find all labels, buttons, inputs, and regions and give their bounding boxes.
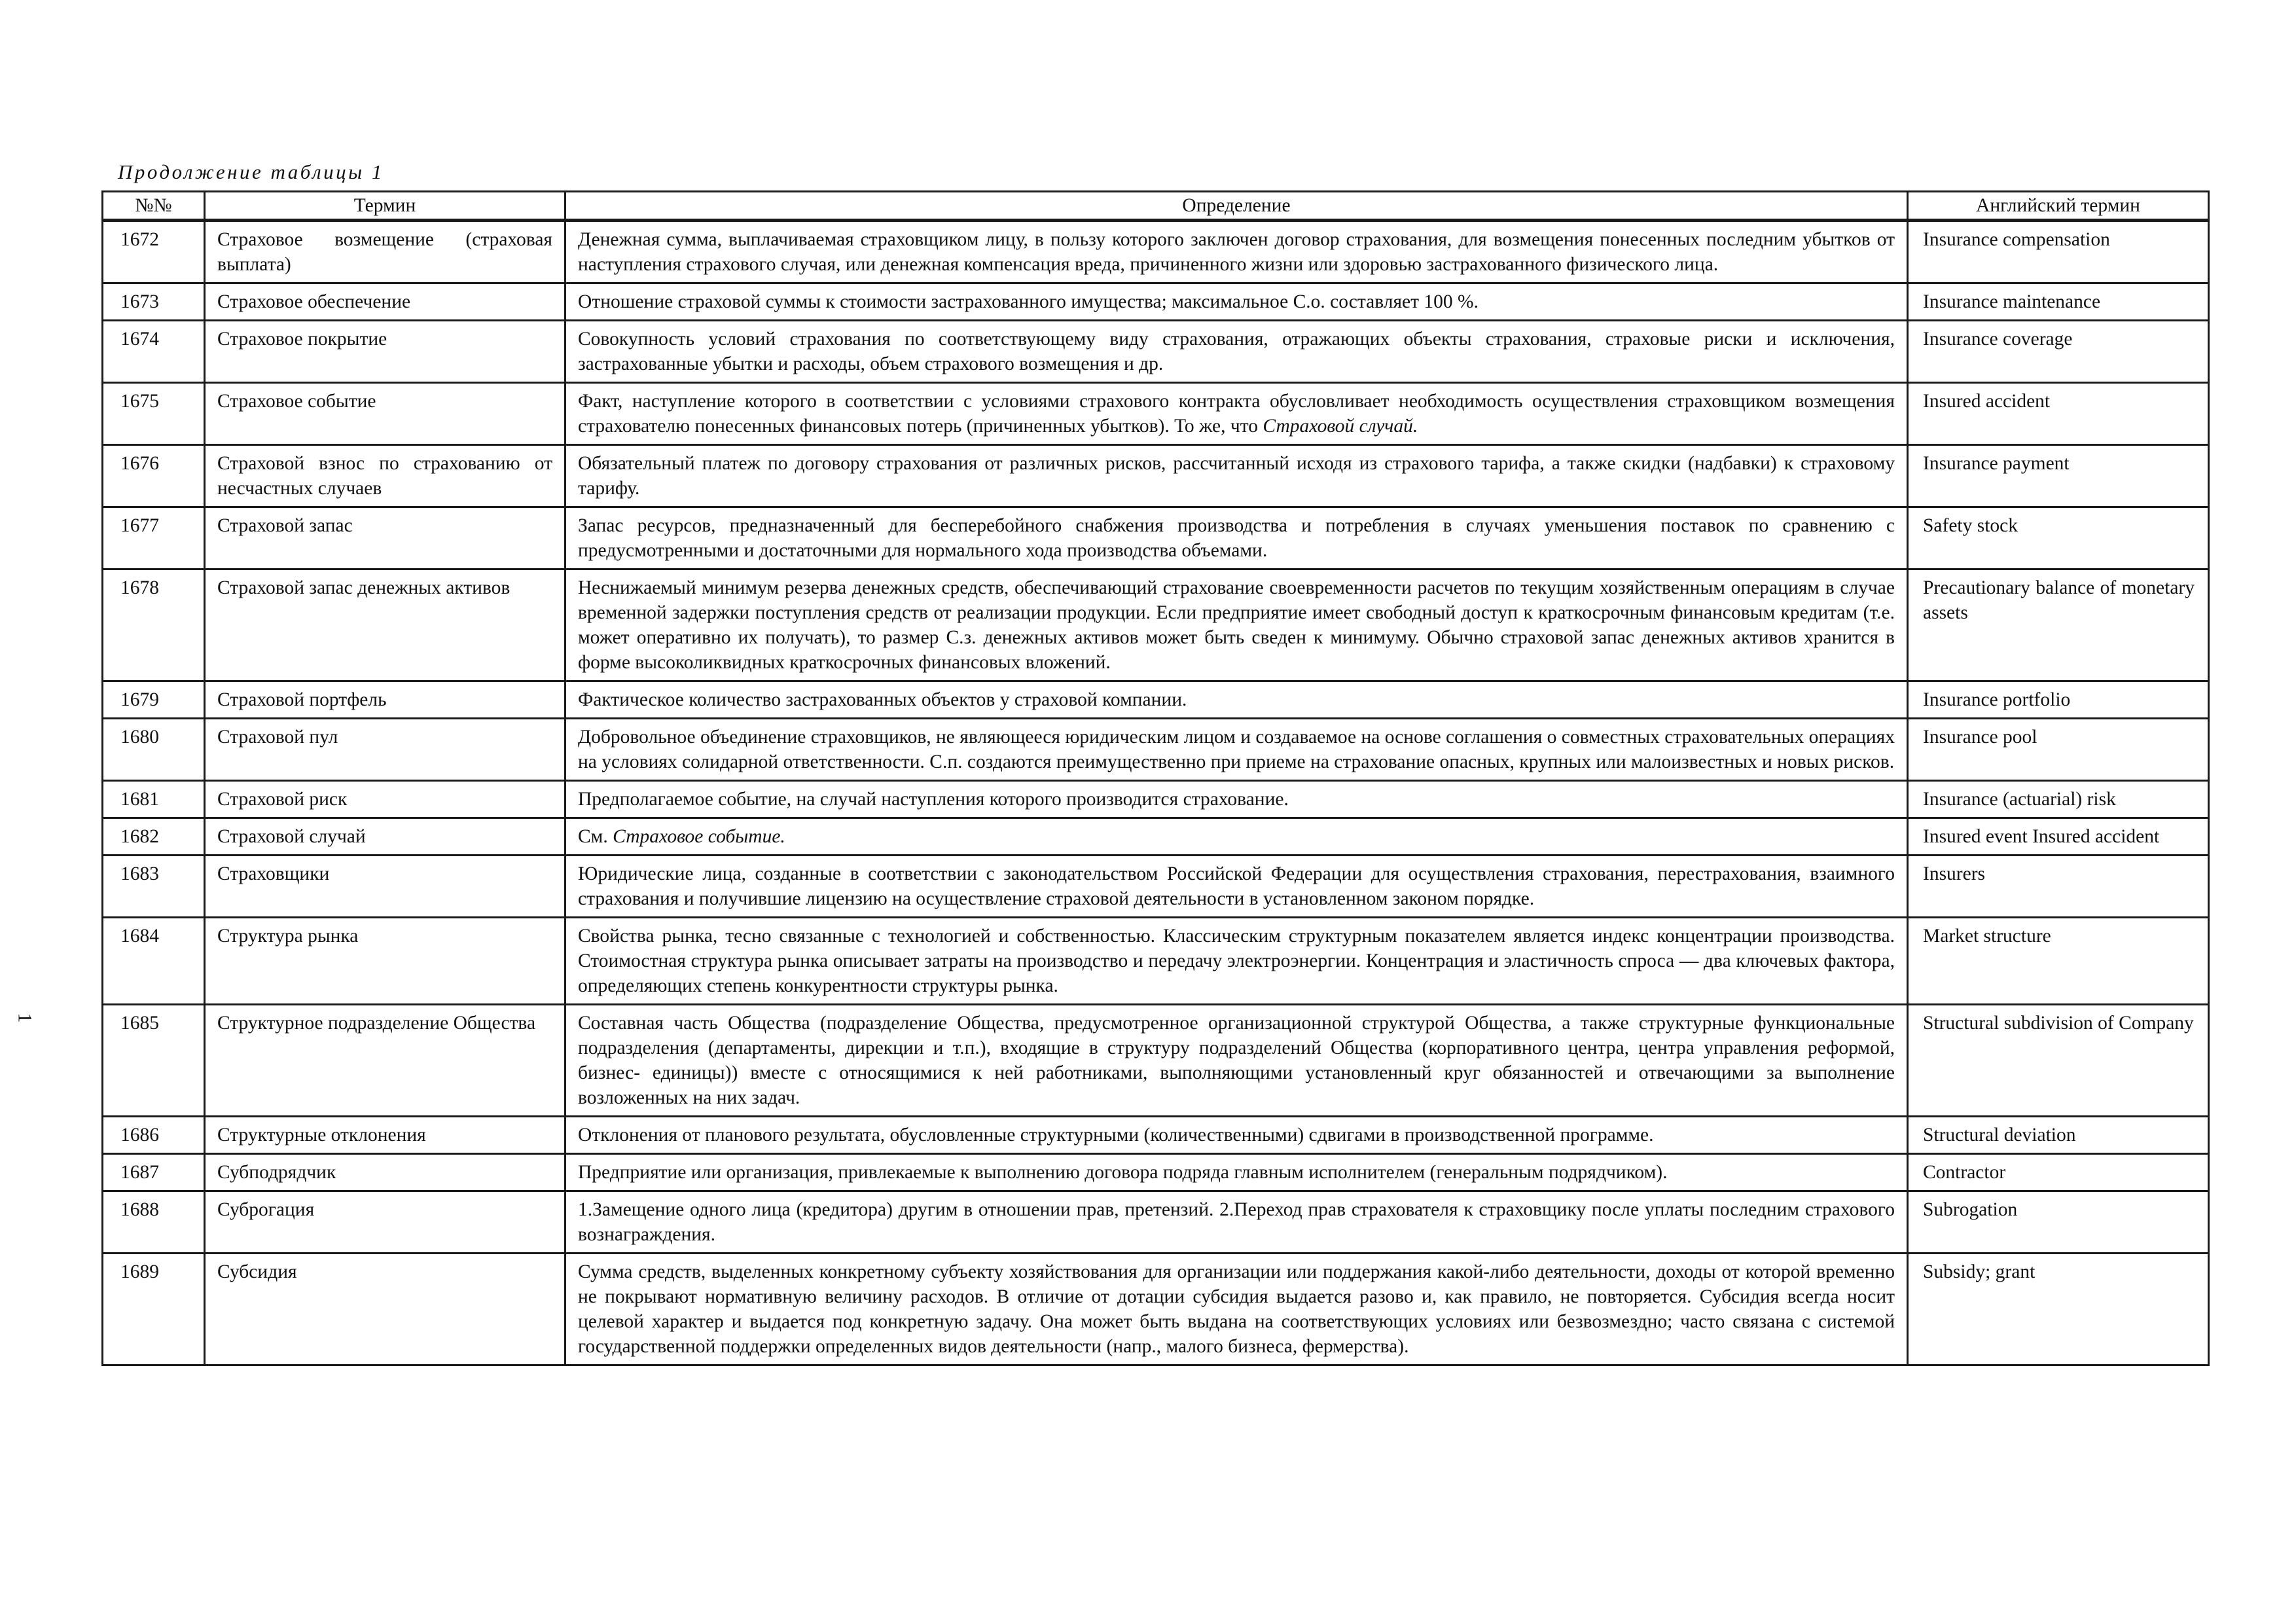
definition-text: Обязательный платеж по договору страхования от различных рисков, рассчитанный исходя из страхового тарифа, а также скидки (надбавки) к страховому тарифу.: [578, 453, 1895, 499]
definition-cell: [565, 781, 1908, 818]
english-term-cell: Insurance maintenance: [1908, 283, 2209, 321]
table-row: [103, 1005, 2209, 1117]
definition-text: Факт, наступление которого в соответствии с условиями страхового контракта обусловливает необходимость осуществления страховщиком возмещения страхователю понесенных финансовых потерь (причиненных убытков). То же, что: [578, 391, 1895, 437]
row-number: 1675: [103, 383, 205, 445]
row-number: 1672: [103, 221, 205, 283]
term-cell: Страховое покрытие: [205, 321, 565, 383]
table-caption: Продолжение таблицы 1: [118, 160, 384, 183]
row-number: 1673: [103, 283, 205, 321]
english-term-cell: Market structure: [1908, 918, 2209, 1005]
row-number: 1689: [103, 1254, 205, 1365]
english-term-cell: Precautionary balance of monetary assets: [1908, 569, 2209, 681]
definition-text: Свойства рынка, тесно связанные с технологией и собственностью. Классическим структурным показателем является индекс концентрации производства. Стоимостная структура рынка описывает затраты на производство и передачу электроэнергии. Концентрация и эластичность спроса — два ключевых фактора, определяющих степень конкурентности структуры рынка.: [578, 926, 1895, 996]
definition-text: Запас ресурсов, предназначенный для бесперебойного снабжения производства и потребления в случаях уменьшения поставок по сравнению с предусмотренными и достаточными для нормального хода производства объемами.: [578, 515, 1895, 561]
row-number: 1677: [103, 507, 205, 569]
definition-cell: [565, 569, 1908, 681]
term-cell: Структура рынка: [205, 918, 565, 1005]
definition-cell: [565, 1254, 1908, 1365]
definition-text: Неснижаемый минимум резерва денежных средств, обеспечивающий страхование своевременности расчетов по текущим хозяйственным операциям в случае временной задержки поступления средств от реализации продукции. Если предприятие имеет свободный доступ к краткосрочным финансовым кредитам (т.е. может оперативно их получать), то размер С.з. денежных активов может быть сведен к минимуму. Обычно страховой запас денежных активов хранится в форме высоколиквидных краткосрочных финансовых вложений.: [578, 577, 1895, 673]
row-number: 1688: [103, 1191, 205, 1254]
term-cell: Страховой запас денежных активов: [205, 569, 565, 681]
table-row: [103, 1191, 2209, 1254]
term-cell: Структурное подразделение Общества: [205, 1005, 565, 1117]
definition-cell: [565, 221, 1908, 283]
table-row: [103, 383, 2209, 445]
glossary-table: [101, 190, 2210, 1366]
term-cell: Страховщики: [205, 856, 565, 918]
table-row: [103, 681, 2209, 719]
definition-cell: [565, 918, 1908, 1005]
definition-text: Предполагаемое событие, на случай наступления которого производится страхование.: [578, 789, 1289, 810]
row-number: 1678: [103, 569, 205, 681]
english-term-cell: Structural deviation: [1908, 1117, 2209, 1154]
definition-text: Отклонения от планового результата, обусловленные структурными (количественными) сдвигами в производственной программе.: [578, 1125, 1654, 1146]
row-number: 1685: [103, 1005, 205, 1117]
definition-text: См.: [578, 826, 608, 847]
table-row: [103, 719, 2209, 781]
english-term-cell: Insurance portfolio: [1908, 681, 2209, 719]
cross-reference-term: Страховое событие.: [613, 826, 785, 847]
definition-cell: [565, 1191, 1908, 1254]
definition-cell: [565, 681, 1908, 719]
row-number: 1674: [103, 321, 205, 383]
definition-cell: [565, 856, 1908, 918]
term-cell: Страховое обеспечение: [205, 283, 565, 321]
table-row: [103, 507, 2209, 569]
definition-cell: [565, 818, 1908, 856]
definition-text: Денежная сумма, выплачиваемая страховщиком лицу, в пользу которого заключен договор страхования, для возмещения понесенных последним убытков от наступления страхового случая, или денежная компенсация вреда, причиненного жизни или здоровью застрахованного физического лица.: [578, 229, 1895, 275]
row-number: 1683: [103, 856, 205, 918]
row-number: 1681: [103, 781, 205, 818]
definition-text: Совокупность условий страхования по соответствующему виду страхования, отражающих объекты страхования, страховые риски и исключения, застрахованные убытки и расходы, объем страхового возмещения и др.: [578, 329, 1895, 374]
table-row: [103, 856, 2209, 918]
term-cell: Субподрядчик: [205, 1154, 565, 1191]
definition-cell: [565, 283, 1908, 321]
column-header-definition: Определение: [565, 192, 1908, 221]
cross-reference-term: Страховой случай.: [1263, 416, 1418, 437]
definition-text: Юридические лица, созданные в соответствии с законодательством Российской Федерации для осуществления страхования, перестрахования, взаимного страхования и получившие лицензию на осуществление страховой деятельности в установленном законом порядке.: [578, 863, 1895, 909]
term-cell: Субсидия: [205, 1254, 565, 1365]
definition-cell: [565, 1005, 1908, 1117]
column-header-number: №№: [103, 192, 205, 221]
english-term-cell: Subsidy; grant: [1908, 1254, 2209, 1365]
english-term-cell: Structural subdivision of Company: [1908, 1005, 2209, 1117]
table-row: [103, 1254, 2209, 1365]
column-header-term: Термин: [205, 192, 565, 221]
table-row: [103, 918, 2209, 1005]
row-number: 1679: [103, 681, 205, 719]
english-term-cell: Insurance (actuarial) risk: [1908, 781, 2209, 818]
definition-text: Предприятие или организация, привлекаемые к выполнению договора подряда главным исполнителем (генеральным подрядчиком).: [578, 1162, 1668, 1183]
definition-cell: [565, 1117, 1908, 1154]
term-cell: Суброгация: [205, 1191, 565, 1254]
definition-cell: [565, 1154, 1908, 1191]
table-row: [103, 1154, 2209, 1191]
definition-text: Составная часть Общества (подразделение Общества, предусмотренное организационной структурой Общества, а также структурные функциональные подразделения (департаменты, дирекции и т.п.), входящие в структуру подразделений Общества (корпоративного центра, центра управления реформой, бизнес- единицы)) вместе с относящимися к ней работниками, выполняющими установленный круг обязанностей и отвечающими за выполнение возложенных на них задач.: [578, 1013, 1895, 1108]
english-term-cell: Subrogation: [1908, 1191, 2209, 1254]
table-row: [103, 445, 2209, 507]
english-term-cell: Insurance coverage: [1908, 321, 2209, 383]
term-cell: Страховой взнос по страхованию от несчастных случаев: [205, 445, 565, 507]
english-term-cell: Insurance compensation: [1908, 221, 2209, 283]
row-number: 1684: [103, 918, 205, 1005]
header-row: [103, 192, 2209, 221]
table-row: [103, 221, 2209, 283]
definition-text: Фактическое количество застрахованных объектов у страховой компании.: [578, 689, 1187, 710]
term-cell: Страховой случай: [205, 818, 565, 856]
definition-cell: [565, 445, 1908, 507]
table-row: [103, 781, 2209, 818]
term-cell: Страховое возмещение (страховая выплата): [205, 221, 565, 283]
english-term-cell: Insurance pool: [1908, 719, 2209, 781]
definition-cell: [565, 383, 1908, 445]
english-term-cell: Insurance payment: [1908, 445, 2209, 507]
english-term-cell: Insured event Insured accident: [1908, 818, 2209, 856]
english-term-cell: Contractor: [1908, 1154, 2209, 1191]
table-header: [103, 192, 2209, 221]
definition-text: Отношение страховой суммы к стоимости застрахованного имущества; максимальное С.о. составляет 100 %.: [578, 291, 1479, 312]
table-body: [103, 221, 2209, 1365]
table-row: [103, 1117, 2209, 1154]
row-number: 1686: [103, 1117, 205, 1154]
table-row: [103, 569, 2209, 681]
english-term-cell: Insurers: [1908, 856, 2209, 918]
row-number: 1682: [103, 818, 205, 856]
term-cell: Страховое событие: [205, 383, 565, 445]
column-header-english-term: Английский термин: [1908, 192, 2209, 221]
row-number: 1680: [103, 719, 205, 781]
definition-cell: [565, 719, 1908, 781]
definition-cell: [565, 507, 1908, 569]
row-number: 1687: [103, 1154, 205, 1191]
definition-text: 1.Замещение одного лица (кредитора) другим в отношении прав, претензий. 2.Переход прав страхователя к страховщику после уплаты последним страхового вознаграждения.: [578, 1199, 1895, 1245]
table-row: [103, 283, 2209, 321]
table-row: [103, 321, 2209, 383]
term-cell: Страховой портфель: [205, 681, 565, 719]
term-cell: Страховой запас: [205, 507, 565, 569]
definition-text: Добровольное объединение страховщиков, не являющееся юридическим лицом и создаваемое на основе соглашения о совместных страховательных операциях на условиях солидарной ответственности. С.п. создаются преимущественно при приеме на страхование опасных, крупных или малоизвестных и новых рисков.: [578, 727, 1895, 772]
table-row: [103, 818, 2209, 856]
term-cell: Структурные отклонения: [205, 1117, 565, 1154]
term-cell: Страховой риск: [205, 781, 565, 818]
english-term-cell: Insured accident: [1908, 383, 2209, 445]
row-number: 1676: [103, 445, 205, 507]
page-number: 1: [14, 1013, 36, 1023]
english-term-cell: Safety stock: [1908, 507, 2209, 569]
term-cell: Страховой пул: [205, 719, 565, 781]
definition-cell: [565, 321, 1908, 383]
definition-text: Сумма средств, выделенных конкретному субъекту хозяйствования для организации или поддержания какой-либо деятельности, доходы от которой временно не покрывают нормативную величину расходов. В отличие от дотации субсидия выдается разово и, как правило, не повторяется. Субсидия всегда носит целевой характер и выдается под конкретную задачу. Она может быть выдана на соответствующих условиях или безвозмездно; часто связана с системой государственной поддержки определенных видов деятельности (напр., малого бизнеса, фермерства).: [578, 1261, 1895, 1357]
